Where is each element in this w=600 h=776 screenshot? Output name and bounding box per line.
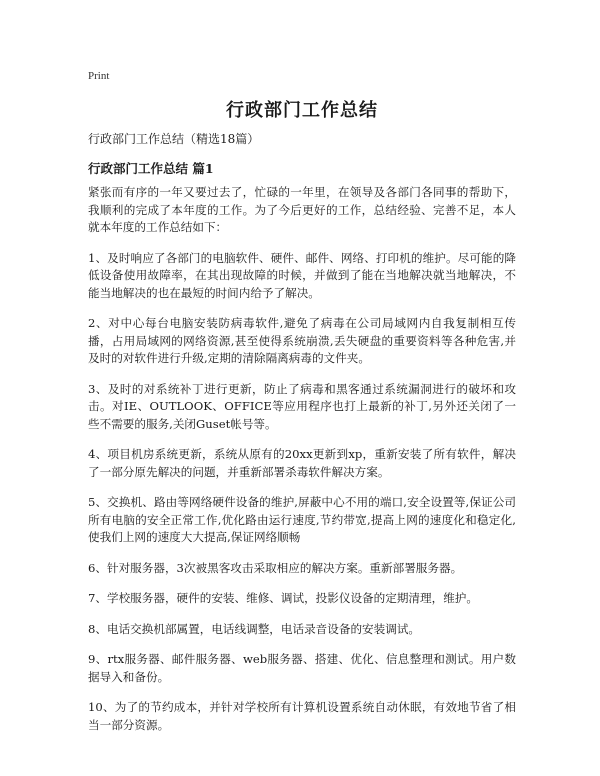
- paragraph-item-6: 6、针对服务器，3次被黑客攻击采取相应的解决方案。重新部署服务器。: [88, 560, 463, 575]
- paragraph-item-9: 9、rtx服务器、邮件服务器、web服务器、搭建、优化、信息整理和测试。用户数据导入和备份。: [88, 652, 516, 684]
- paragraph-item-1: 1、及时响应了各部门的电脑软件、硬件、邮件、网络、打印机的维护。尽可能的降低设备使用故障率，在其出现故障的时候，并做到了能在当地解决就当地解决，不能当地解决的也在最短的时间内给予了解决。: [88, 250, 516, 300]
- paragraph-item-7: 7、学校服务器，硬件的安装、维修、调试，投影仪设备的定期清理，维护。: [88, 591, 478, 605]
- page-title: 行政部门工作总结: [226, 100, 378, 121]
- paragraph-item-10: 10、为了的节约成本，并针对学校所有计算机设置系统自动休眠，有效地节省了相当一部分资源。: [88, 700, 516, 732]
- print-link[interactable]: Print: [88, 70, 110, 82]
- paragraph-item-2: 2、对中心每台电脑安装防病毒软件,避免了病毒在公司局域网内自我复制相互传播，占用局域网的网络资源,甚至使得系统崩溃,丢失硬盘的重要资料等各种危害,并及时的对软件进行升级,定期的清除隔离病毒的文件夹。: [88, 316, 516, 365]
- paragraph-item-5: 5、交换机、路由等网络硬件设备的维护,屏蔽中心不用的端口,安全设置等,保证公司所有电脑的安全正常工作,优化路由运行速度,节约带宽,提高上网的速度化和稳定化,使我们上网的速度大大提高,保证网络顺畅: [88, 495, 516, 544]
- paragraph-item-4: 4、项目机房系统更新，系统从原有的20xx更新到xp，重新安装了所有软件，解决了一部分原先解决的问题，并重新部署杀毒软件解决方案。: [88, 447, 516, 479]
- article-body: [88, 184, 516, 747]
- paragraph-intro: 紧张而有序的一年又要过去了，忙碌的一年里，在领导及各部门各同事的帮助下，我顺利的完成了本年度的工作。为了今后更好的工作，总结经验、完善不足，本人就本年度的工作总结如下：: [88, 185, 516, 234]
- section-heading: 行政部门工作总结 篇1: [88, 161, 214, 176]
- document-subtitle: 行政部门工作总结（精选18篇）: [88, 132, 260, 146]
- paragraph-item-3: 3、及时的对系统补丁进行更新，防止了病毒和黑客通过系统漏洞进行的破坏和攻击。对IE、OUTLOOK、OFFICE等应用程序也打上最新的补丁,另外还关闭了一些不需要的服务,关闭Guset帐号等。: [88, 381, 516, 431]
- paragraph-item-8: 8、电话交换机部属置，电话线调整，电话录音设备的安装调试。: [88, 621, 421, 636]
